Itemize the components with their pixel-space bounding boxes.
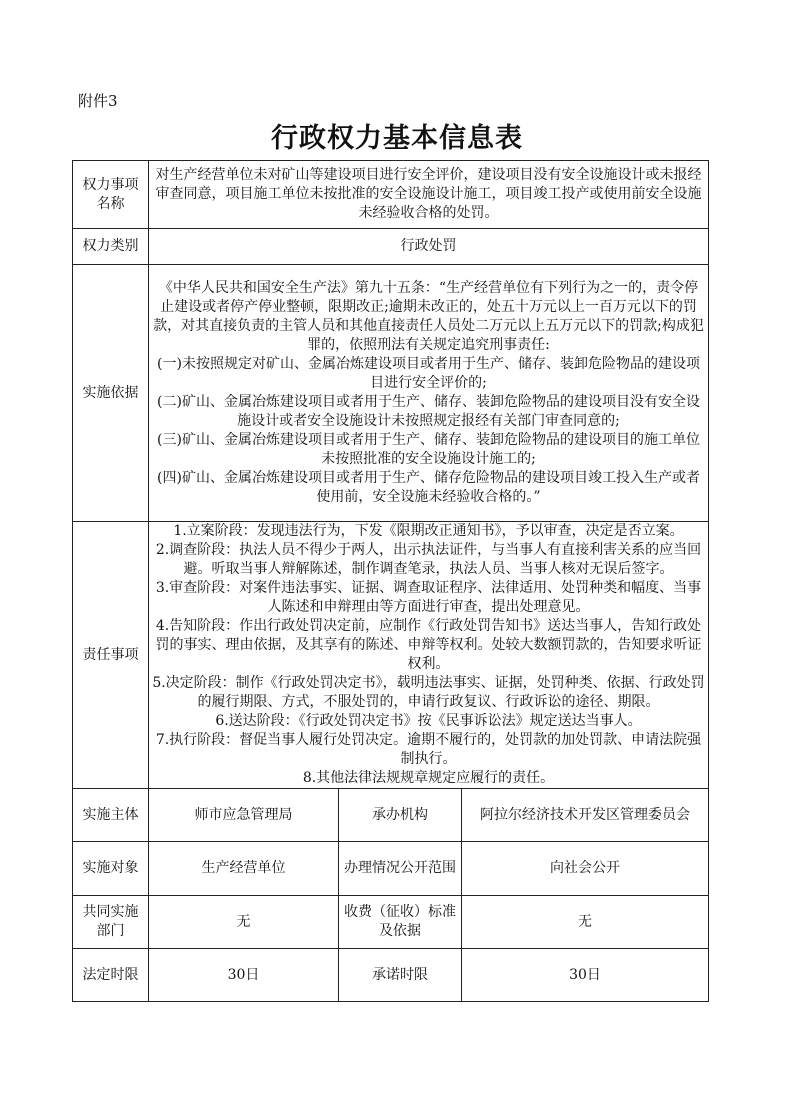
fee-standard-label: 收费（征收）标准及依据 (339, 896, 462, 949)
responsibility-item: 6.送达阶段：《行政处罚决定书》按《民事诉讼法》规定送达当事人。 (215, 713, 642, 729)
power-name-label: 权力事项名称 (73, 161, 149, 229)
basis-value (149, 265, 709, 522)
info-table (72, 160, 709, 1002)
responsibility-item: 4.告知阶段：作出行政处罚决定前，应制作《行政处罚告知书》送达当事人，告知行政处罚的事实、理由依据，及其享有的陈述、申辩等权利。处较大数额罚款的，告知要求听证权利。 (155, 618, 702, 672)
responsibility-label: 责任事项 (73, 522, 149, 789)
responsibility-item: 1.立案阶段：发现违法行为，下发《限期改正通知书》，予以审查，决定是否立案。 (173, 523, 684, 539)
basis-paragraph: (三)矿山、金属冶炼建设项目或者用于生产、储存、装卸危险物品的建设项目的施工单位未按照批准的安全设施设计施工的; (157, 432, 700, 467)
subject-label: 实施主体 (73, 789, 149, 842)
fee-standard-value: 无 (462, 896, 709, 949)
row-joint (73, 896, 709, 949)
power-type-label: 权力类别 (73, 229, 149, 265)
disclosure-scope-value: 向社会公开 (462, 842, 709, 896)
row-target (73, 842, 709, 896)
row-basis (73, 265, 709, 522)
responsibility-item: 2.调查阶段：执法人员不得少于两人，出示执法证件，与当事人有直接利害关系的应当回避。听取当事人辩解陈述，制作调查笔录，执法人员、当事人核对无误后签字。 (155, 542, 702, 577)
basis-paragraph: (二)矿山、金属冶炼建设项目或者用于生产、储存、装卸危险物品的建设项目没有安全设施设计或者安全设施设计未按照规定报经有关部门审查同意的; (157, 394, 700, 429)
responsibility-item: 8.其他法律法规规章规定应履行的责任。 (302, 770, 555, 786)
basis-paragraph: (四)矿山、金属冶炼建设项目或者用于生产、储存危险物品的建设项目竣工投入生产或者使用前，安全设施未经验收合格的。” (157, 470, 700, 505)
basis-label: 实施依据 (73, 265, 149, 522)
promised-time-limit-label: 承诺时限 (339, 949, 462, 1002)
responsibility-item: 7.执行阶段：督促当事人履行处罚决定。逾期不履行的，处罚款的加处罚款、申请法院强制执行。 (155, 732, 702, 767)
subject-value: 师市应急管理局 (149, 789, 339, 842)
target-value: 生产经营单位 (149, 842, 339, 896)
page-title: 行政权力基本信息表 (271, 123, 523, 154)
legal-time-limit-value: 30日 (149, 949, 339, 1002)
responsibility-item: 5.决定阶段：制作《行政处罚决定书》，载明违法事实、证据，处罚种类、依据、行政处罚的履行期限、方式，不服处罚的，申请行政复议、行政诉讼的途径、期限。 (152, 675, 705, 710)
row-power-type (73, 229, 709, 265)
target-label: 实施对象 (73, 842, 149, 896)
disclosure-scope-label: 办理情况公开范围 (339, 842, 462, 896)
power-type-value: 行政处罚 (149, 229, 709, 265)
legal-time-limit-label: 法定时限 (73, 949, 149, 1002)
organizer-value: 阿拉尔经济技术开发区管理委员会 (462, 789, 709, 842)
organizer-label: 承办机构 (339, 789, 462, 842)
responsibility-value (149, 522, 709, 789)
row-time-limit (73, 949, 709, 1002)
basis-paragraph: 《中华人民共和国安全生产法》第九十五条：“生产经营单位有下列行为之一的，责令停止建设或者停产停业整顿，限期改正;逾期未改正的，处五十万元以上一百万元以下的罚款，对其直接负责的主管人员和其他直接责任人员处二万元以上五万元以下的罚款;构成犯罪的，依照刑法有关规定追究刑事责任: (153, 280, 704, 353)
promised-time-limit-value: 30日 (462, 949, 709, 1002)
joint-dept-label: 共同实施部门 (73, 896, 149, 949)
row-power-name (73, 161, 709, 229)
basis-paragraph: (一)未按照规定对矿山、金属冶炼建设项目或者用于生产、储存、装卸危险物品的建设项目进行安全评价的; (157, 356, 700, 391)
row-subject (73, 789, 709, 842)
row-responsibility (73, 522, 709, 789)
power-name-value: 对生产经营单位未对矿山等建设项目进行安全评价，建设项目没有安全设施设计或未报经审查同意，项目施工单位未按批准的安全设施设计施工，项目竣工投产或使用前安全设施未经验收合格的处罚。 (149, 161, 709, 229)
joint-dept-value: 无 (149, 896, 339, 949)
responsibility-item: 3.审查阶段：对案件违法事实、证据、调查取证程序、法律适用、处罚种类和幅度、当事人陈述和申辩理由等方面进行审查，提出处理意见。 (155, 580, 702, 615)
attachment-label: 附件3 (78, 92, 118, 110)
